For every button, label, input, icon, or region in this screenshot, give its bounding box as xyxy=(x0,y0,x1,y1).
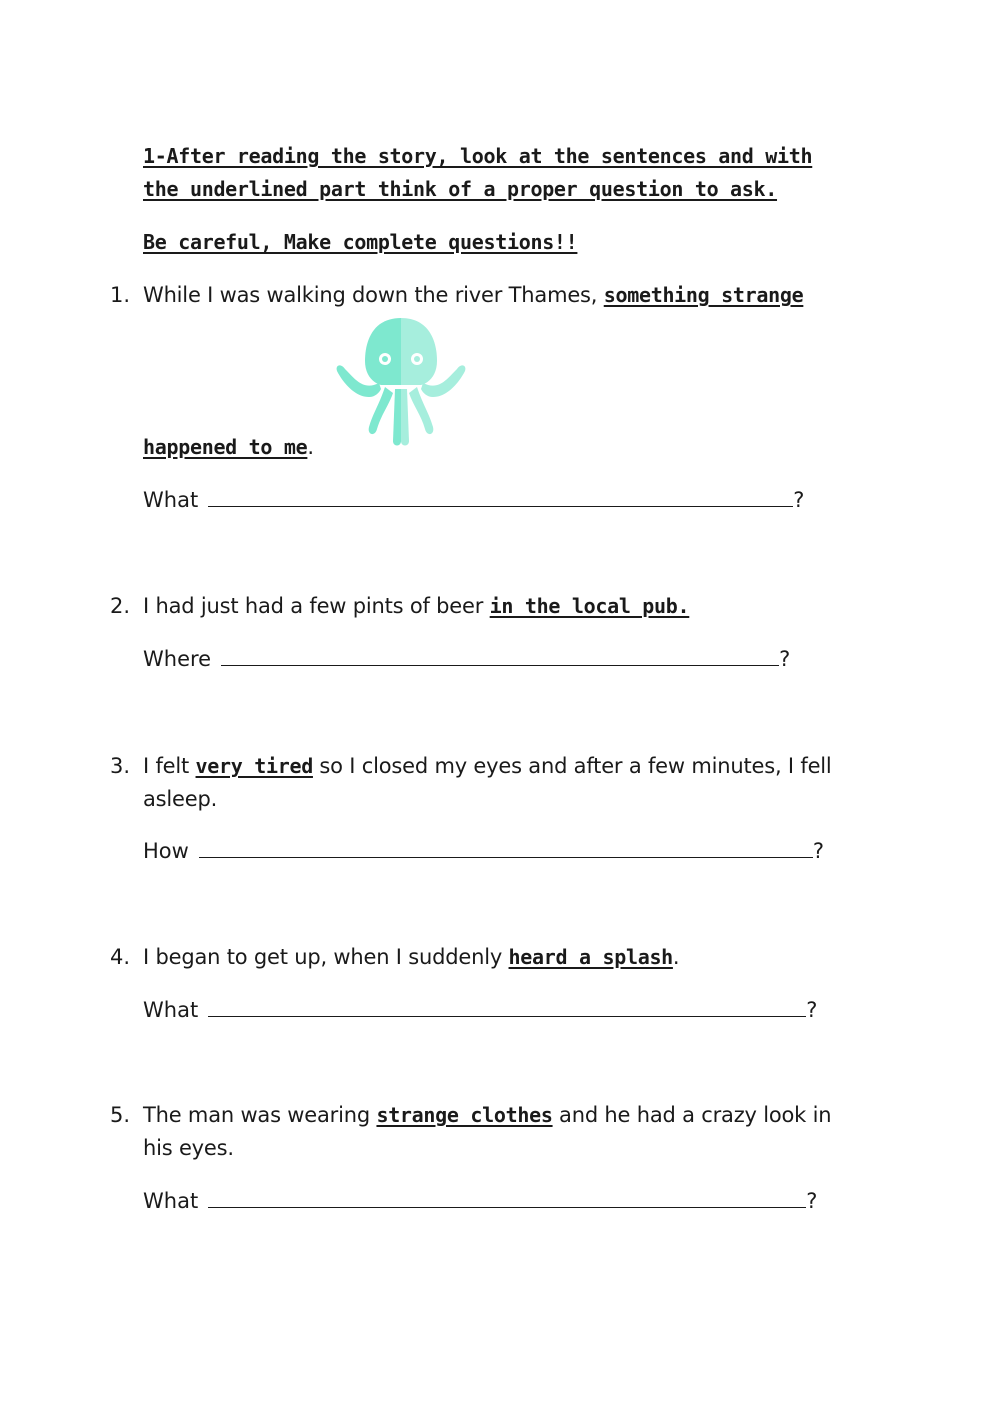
question-2-number: 2. xyxy=(110,594,131,618)
question-3-answer-line xyxy=(143,835,824,868)
octopus-icon xyxy=(333,313,469,449)
question-4-answer-blank[interactable] xyxy=(208,994,806,1017)
question-1-question-mark: ? xyxy=(793,488,805,512)
question-5-answer-line xyxy=(143,1185,817,1218)
question-5-sentence xyxy=(143,1099,863,1165)
instruction-line-2: the underlined part think of a proper question to ask. xyxy=(143,177,778,201)
question-2-question-mark: ? xyxy=(779,647,791,671)
question-5-number: 5. xyxy=(110,1103,131,1127)
question-1-sentence-line-1 xyxy=(143,279,863,312)
question-1-sentence-line-2 xyxy=(143,431,863,464)
question-3-sentence xyxy=(143,750,863,816)
question-4-text-before: I began to get up, when I suddenly xyxy=(143,945,509,969)
question-4-sentence xyxy=(143,941,863,974)
question-4-question-mark: ? xyxy=(806,998,818,1022)
question-3-text-after: so I closed my eyes and after a few minutes, I fell asleep. xyxy=(143,754,832,811)
question-3-text-before: I felt xyxy=(143,754,196,778)
question-4-underlined-part: heard a splash xyxy=(508,945,673,969)
question-1-text: While I was walking down the river Thames, xyxy=(143,283,604,307)
question-2-text: I had just had a few pints of beer xyxy=(143,594,490,618)
question-4-answer-word: What xyxy=(143,998,199,1022)
question-5-answer-word: What xyxy=(143,1189,199,1213)
question-5-text-after: and he had a crazy look in his eyes. xyxy=(143,1103,832,1160)
question-3-answer-blank[interactable] xyxy=(199,835,813,858)
question-4-number: 4. xyxy=(110,945,131,969)
question-4-text-after: . xyxy=(672,945,680,969)
question-5-underlined-part: strange clothes xyxy=(376,1103,553,1127)
question-1-answer-word: What xyxy=(143,488,199,512)
question-3-answer-word: How xyxy=(143,839,189,863)
question-5-text-before: The man was wearing xyxy=(143,1103,377,1127)
question-1-underlined-part: something strange xyxy=(603,283,804,307)
question-1-period: . xyxy=(307,435,314,459)
question-4-answer-line xyxy=(143,994,817,1027)
question-5-answer-blank[interactable] xyxy=(208,1185,806,1208)
question-3-underlined-part: very tired xyxy=(195,754,313,778)
question-1-answer-blank[interactable] xyxy=(208,484,793,507)
question-1-number: 1. xyxy=(110,283,131,307)
question-2-answer-blank[interactable] xyxy=(221,643,779,666)
question-2-underlined-part: in the local pub. xyxy=(489,594,690,618)
instruction-line-1: 1-After reading the story, look at the sentences and with xyxy=(143,144,813,168)
question-5-question-mark: ? xyxy=(806,1189,818,1213)
question-3-question-mark: ? xyxy=(812,839,824,863)
question-1-underlined-part-2: happened to me xyxy=(143,435,308,459)
question-3-number: 3. xyxy=(110,754,131,778)
question-2-answer-word: Where xyxy=(143,647,212,671)
instruction-warning: Be careful, Make complete questions!! xyxy=(143,230,578,254)
question-2-sentence xyxy=(143,590,863,623)
question-2-answer-line xyxy=(143,643,790,676)
question-1-answer-line xyxy=(143,484,804,517)
